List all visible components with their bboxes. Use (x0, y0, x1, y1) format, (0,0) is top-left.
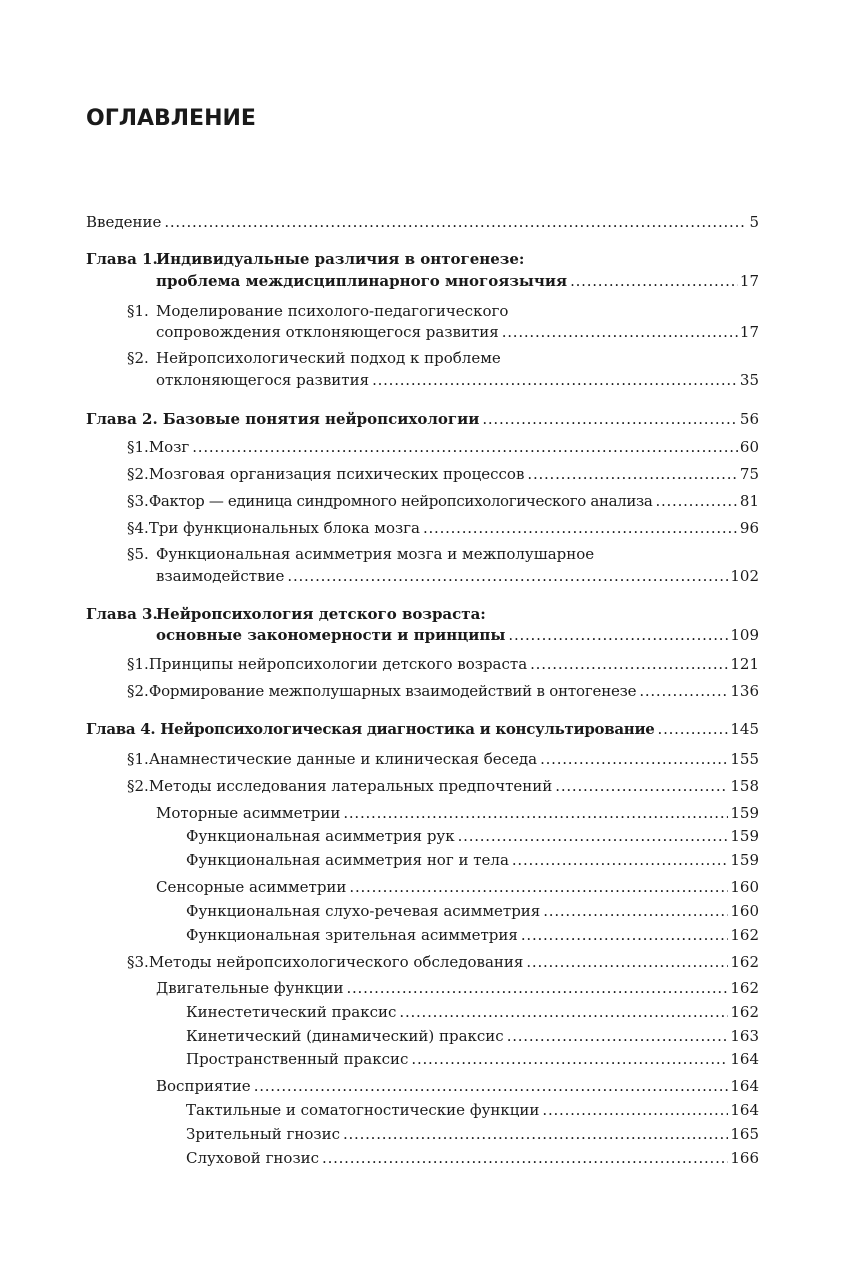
toc-page-number: 81 (739, 492, 759, 510)
leader-dots (192, 436, 738, 458)
page-title: ОГЛАВЛЕНИЕ (86, 106, 256, 131)
toc-page-number: 162 (730, 979, 759, 997)
toc-ch1-s1-line2[interactable] (156, 321, 759, 343)
leader-dots (343, 1123, 728, 1145)
toc-ch3-s1[interactable] (127, 653, 759, 675)
leader-dots (322, 1147, 728, 1169)
toc-entry-title: основные закономерности и принципы (156, 626, 506, 644)
toc-entry-title: Принципы нейропсихологии детского возраста (148, 655, 528, 673)
section-number: §1. (127, 438, 149, 456)
toc-entry-intro[interactable] (86, 211, 759, 233)
toc-entry-title: Методы исследования латеральных предпочтений (148, 777, 553, 795)
leader-dots (658, 718, 729, 740)
toc-page-number: 166 (730, 1149, 759, 1167)
toc-ch1-s2-line1[interactable] (127, 347, 501, 369)
toc-entry-title: Глава 4. Нейропсихологическая диагностика и консультирование (86, 720, 655, 738)
toc-page-number: 121 (730, 655, 759, 673)
toc-page-number: 164 (730, 1077, 759, 1095)
leader-dots (508, 624, 728, 646)
toc-entry-title: Функциональная слухо-речевая асимметрия (186, 902, 541, 920)
toc-entry-title: Тактильные и соматогностические функции (186, 1101, 540, 1119)
leader-dots (530, 653, 728, 675)
leader-dots (411, 1048, 728, 1070)
toc-ch1-s2-line2[interactable] (156, 369, 759, 391)
toc-page-number: 162 (730, 1003, 759, 1021)
toc-entry-title: Кинетический (динамический) праксис (186, 1027, 504, 1045)
toc-page-number: 102 (730, 567, 759, 585)
leader-dots (164, 211, 747, 233)
toc-entry-title: Функциональная асимметрия ног и тела (186, 851, 509, 869)
toc-page-number: 165 (730, 1125, 759, 1143)
section-number: §4. (127, 519, 149, 537)
toc-kinetic[interactable] (186, 1025, 759, 1047)
toc-chapter-2[interactable] (86, 408, 759, 430)
leader-dots (542, 1099, 728, 1121)
toc-entry-title: Анамнестические данные и клиническая беседа (148, 750, 538, 768)
leader-dots (526, 951, 728, 973)
toc-chapter-3-line2[interactable] (156, 624, 759, 646)
toc-ch3-s2[interactable] (127, 680, 759, 702)
leader-dots (527, 463, 738, 485)
toc-entry-title: взаимодействие (156, 567, 285, 585)
toc-page-number: 96 (739, 519, 759, 537)
toc-entry-title: Моторные асимметрии (156, 804, 341, 822)
toc-ch2-s2[interactable] (127, 463, 759, 485)
toc-entry-title: Кинестетический праксис (186, 1003, 397, 1021)
toc-page-number: 160 (730, 902, 759, 920)
toc-ch4-s3[interactable] (127, 951, 759, 973)
section-number: §2. (127, 682, 149, 700)
toc-visual-gnosis[interactable] (186, 1123, 759, 1145)
leader-dots (543, 900, 728, 922)
toc-page-number: 60 (739, 438, 759, 456)
toc-entry-title: Моделирование психолого-педагогического (156, 302, 509, 320)
toc-ch2-s5-line2[interactable] (156, 565, 759, 587)
toc-page-number: 162 (730, 926, 759, 944)
toc-ch2-s1[interactable] (127, 436, 759, 458)
leader-dots (540, 748, 728, 770)
toc-sensor-asym[interactable] (156, 876, 759, 898)
toc-motion-functions[interactable] (156, 977, 759, 999)
toc-entry-title: Функциональная асимметрия мозга и межполушарное (156, 545, 595, 563)
toc-entry-title: Глава 2. Базовые понятия нейропсихологии (86, 410, 480, 428)
section-number: §1. (127, 750, 149, 768)
toc-page-number: 136 (730, 682, 759, 700)
toc-chapter-4[interactable] (86, 718, 759, 740)
toc-entry-title: Двигательные функции (156, 979, 344, 997)
toc-entry-title: Пространственный праксис (186, 1050, 409, 1068)
toc-ch4-s1[interactable] (127, 748, 759, 770)
toc-entry-title: сопровождения отклоняющегося развития (156, 323, 499, 341)
toc-kinesthetic[interactable] (186, 1001, 759, 1023)
toc-entry-title: Сенсорные асимметрии (156, 878, 347, 896)
toc-ch2-s5-line1[interactable] (127, 543, 594, 565)
toc-entry-title: Функциональная зрительная асимметрия (186, 926, 518, 944)
toc-ch2-s3[interactable] (127, 490, 759, 512)
toc-page-number: 158 (730, 777, 759, 795)
leader-dots (555, 775, 728, 797)
toc-spatial[interactable] (186, 1048, 759, 1070)
leader-dots (512, 849, 728, 871)
toc-entry-title: Нейропсихология детского возраста: (156, 605, 486, 623)
section-number: §3. (127, 953, 149, 971)
toc-page-number: 56 (739, 410, 759, 428)
toc-page-number: 159 (730, 804, 759, 822)
toc-page-number: 159 (730, 827, 759, 845)
leader-dots (343, 802, 728, 824)
section-number: §1. (127, 302, 149, 320)
toc-entry-title: Слуховой гнозис (186, 1149, 320, 1167)
toc-page-number: 160 (730, 878, 759, 896)
toc-tactile[interactable] (186, 1099, 759, 1121)
leader-dots (521, 924, 728, 946)
toc-entry-title: проблема междисциплинарного многоязычия (156, 272, 568, 290)
toc-entry-title: Мозговая организация психических процессов (148, 465, 525, 483)
toc-page-number: 17 (739, 323, 759, 341)
toc-motor-asym[interactable] (156, 802, 759, 824)
toc-page-number: 159 (730, 851, 759, 869)
leader-dots (482, 408, 738, 430)
leader-dots (399, 1001, 728, 1023)
toc-page-number: 155 (730, 750, 759, 768)
section-number: §3. (127, 492, 149, 510)
toc-entry-title: Методы нейропсихологического обследования (148, 953, 524, 971)
toc-audio-gnosis[interactable] (186, 1147, 759, 1169)
leader-dots (507, 1025, 729, 1047)
chapter-number: Глава 1. (86, 250, 158, 268)
leader-dots (458, 825, 729, 847)
leader-dots (287, 565, 728, 587)
toc-entry-title: Индивидуальные различия в онтогенезе: (156, 250, 525, 268)
section-number: §2. (127, 465, 149, 483)
leader-dots (502, 321, 738, 343)
chapter-number: Глава 3. (86, 605, 158, 623)
toc-motor-hands[interactable] (186, 825, 759, 847)
toc-chapter-1-line2[interactable] (156, 270, 759, 292)
toc-ch1-s1-line1[interactable] (127, 300, 508, 322)
section-number: §2. (127, 349, 149, 367)
section-number: §2. (127, 777, 149, 795)
section-number: §1. (127, 655, 149, 673)
leader-dots (349, 876, 728, 898)
toc-chapter-1-line1[interactable] (86, 248, 524, 270)
toc-entry-title: Зрительный гнозис (186, 1125, 340, 1143)
toc-entry-title: Мозг (148, 438, 190, 456)
leader-dots (639, 680, 728, 702)
toc-entry-title: Восприятие (156, 1077, 251, 1095)
toc-page-number: 163 (730, 1027, 759, 1045)
section-number: §5. (127, 545, 149, 563)
toc-ch2-s4[interactable] (127, 517, 759, 539)
leader-dots (254, 1075, 729, 1097)
toc-entry-title: отклоняющегося развития (156, 371, 370, 389)
toc-page-number: 35 (739, 371, 759, 389)
leader-dots (372, 369, 738, 391)
toc-entry-title: Нейропсихологический подход к проблеме (156, 349, 501, 367)
toc-page-number: 75 (739, 465, 759, 483)
toc-page-number: 164 (730, 1101, 759, 1119)
toc-page-number: 145 (730, 720, 759, 738)
toc-perception[interactable] (156, 1075, 759, 1097)
leader-dots (570, 270, 738, 292)
toc-motor-legs[interactable] (186, 849, 759, 871)
toc-entry-title: Три функциональных блока мозга (148, 519, 420, 537)
toc-sensor-visual[interactable] (186, 924, 759, 946)
leader-dots (655, 490, 737, 512)
toc-page-number: 164 (730, 1050, 759, 1068)
toc-page-number: 5 (749, 213, 759, 231)
toc-entry-title: Формирование межполушарных взаимодействий в онтогенезе (148, 682, 637, 700)
toc-chapter-3-line1[interactable] (86, 603, 486, 625)
toc-page-number: 109 (730, 626, 759, 644)
leader-dots (423, 517, 738, 539)
toc-page-number: 162 (730, 953, 759, 971)
toc-entry-title: Функциональная асимметрия рук (186, 827, 455, 845)
toc-page-number: 17 (739, 272, 759, 290)
toc-entry-title: Введение (86, 213, 162, 231)
toc-ch4-s2[interactable] (127, 775, 759, 797)
toc-entry-title: Фактор — единица синдромного нейропсихологического анализа (148, 492, 653, 510)
leader-dots (346, 977, 728, 999)
toc-sensor-audio[interactable] (186, 900, 759, 922)
